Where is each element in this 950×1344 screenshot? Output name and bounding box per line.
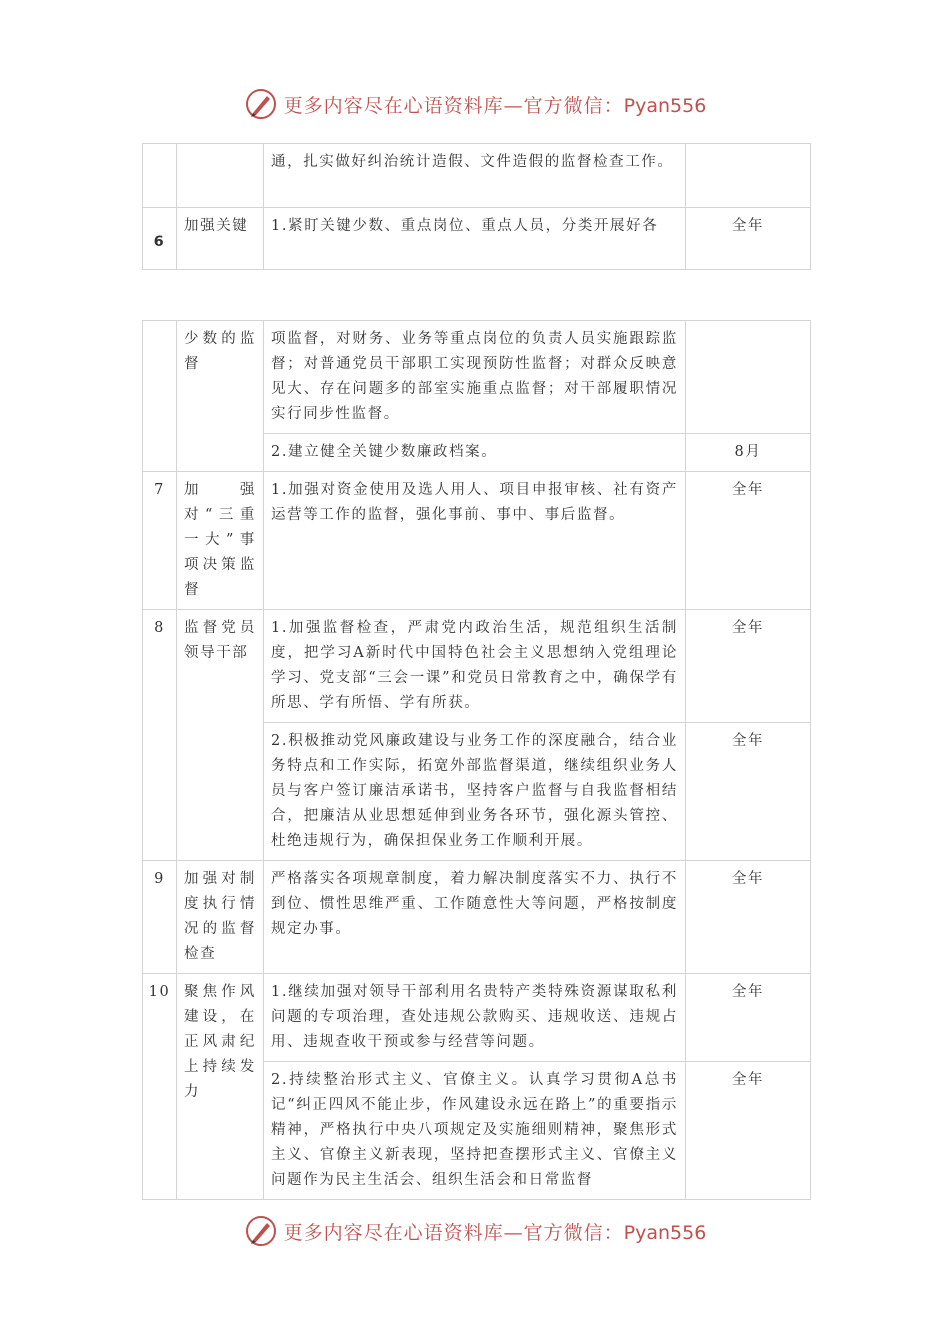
pen-logo-icon [244,1214,278,1248]
wechat-id: Pyan556 [623,1221,707,1244]
cell-time: 全年 [686,974,811,1062]
table-row [143,208,811,270]
cell-num: 6 [143,208,177,270]
table-row [143,610,811,723]
cell-num: 9 [143,861,177,974]
watermark-banner-top [0,82,950,126]
cell-item: 聚焦作风建设，在正风肃纪上持续发力 [177,974,264,1200]
cell-num: 8 [143,610,177,861]
table-row [143,472,811,610]
cell-item [177,144,264,208]
task-table-part1 [142,143,811,270]
table-row [143,144,811,208]
cell-content: 1.紧盯关键少数、重点岗位、重点人员，分类开展好各 [264,208,686,270]
cell-item: 加强对“三重一大”事项决策监督 [177,472,264,610]
cell-item: 加强关键 [177,208,264,270]
cell-item: 监督党员领导干部 [177,610,264,861]
cell-num: 7 [143,472,177,610]
table-row [143,861,811,974]
cell-item: 加强对制度执行情况的监督检查 [177,861,264,974]
pen-logo-icon [244,87,278,121]
cell-time: 全年 [686,472,811,610]
table-row [143,321,811,434]
cell-num [143,321,177,472]
cell-content: 2.积极推动党风廉政建设与业务工作的深度融合，结合业务特点和工作实际，拓宽外部监督渠道，继续组织业务人员与客户签订廉洁承诺书，坚持客户监督与自我监督相结合，把廉洁从业思想延伸到业务各环节，强化源头管控、杜绝违规行为，确保担保业务工作顺利开展。 [264,723,686,861]
task-table-part2 [142,320,811,1200]
cell-time [686,144,811,208]
cell-time: 全年 [686,723,811,861]
cell-time: 全年 [686,861,811,974]
cell-time: 全年 [686,610,811,723]
cell-content: 2.持续整治形式主义、官僚主义。认真学习贯彻A总书记“纠正四风不能止步，作风建设永远在路上”的重要指示精神，严格执行中央八项规定及实施细则精神，聚焦形式主义、官僚主义新表现，坚持把查摆形式主义、官僚主义问题作为民主生活会、组织生活会和日常监督 [264,1062,686,1200]
banner-text: 更多内容尽在心语资料库—官方微信：Pyan556 [283,94,707,117]
cell-num: 10 [143,974,177,1200]
table-row [143,974,811,1062]
cell-item: 少数的监督 [177,321,264,472]
cell-content: 项监督，对财务、业务等重点岗位的负责人员实施跟踪监督；对普通党员干部职工实现预防性监督；对群众反映意见大、存在问题多的部室实施重点监督；对干部履职情况实行同步性监督。 [264,321,686,434]
cell-time [686,321,811,434]
cell-time: 全年 [686,1062,811,1200]
cell-content: 1.加强监督检查，严肃党内政治生活，规范组织生活制度，把学习A新时代中国特色社会主义思想纳入党组理论学习、党支部“三会一课”和党员日常教育之中，确保学有所思、学有所悟、学有所获。 [264,610,686,723]
banner-text: 更多内容尽在心语资料库—官方微信：Pyan556 [283,1221,707,1244]
cell-content: 通，扎实做好纠治统计造假、文件造假的监督检查工作。 [264,144,686,208]
cell-content: 2.建立健全关键少数廉政档案。 [264,434,686,472]
cell-content: 1.加强对资金使用及选人用人、项目申报审核、社有资产运营等工作的监督，强化事前、事中、事后监督。 [264,472,686,610]
cell-content: 严格落实各项规章制度，着力解决制度落实不力、执行不到位、惯性思维严重、工作随意性大等问题，严格按制度规定办事。 [264,861,686,974]
cell-time: 全年 [686,208,811,270]
cell-num [143,144,177,208]
wechat-id: Pyan556 [623,94,707,117]
cell-content: 1.继续加强对领导干部利用名贵特产类特殊资源谋取私利问题的专项治理，查处违规公款购买、违规收送、违规占用、违规查收干预或参与经营等问题。 [264,974,686,1062]
watermark-banner-bottom [0,1209,950,1253]
cell-time: 8月 [686,434,811,472]
